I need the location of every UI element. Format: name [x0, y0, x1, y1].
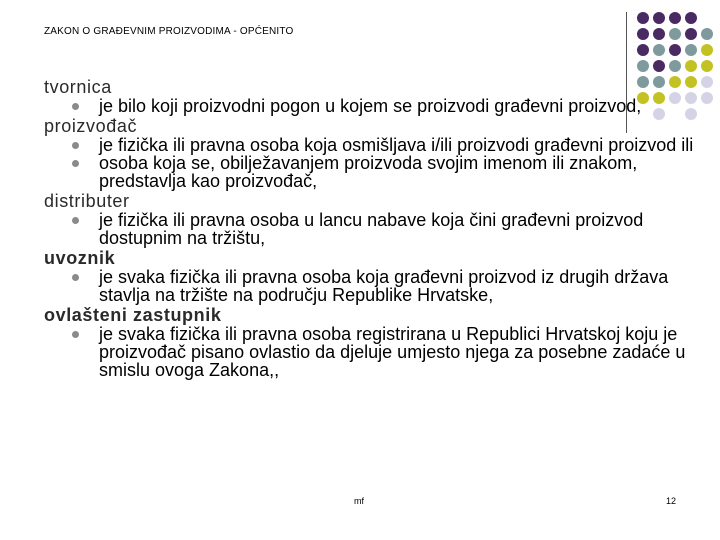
definition-text: je svaka fizička ili pravna osoba koja građevni proizvod iz drugih država stavlja na tržište na području Republike Hrvatske,	[99, 267, 669, 305]
bullet-dot-icon	[72, 142, 79, 149]
dot	[685, 44, 697, 56]
term-uvoznik: uvoznik	[44, 248, 116, 268]
definitions-list	[44, 78, 694, 379]
term-distributer: distributer	[44, 191, 130, 211]
definition-text: je bilo koji proizvodni pogon u kojem se proizvodi građevni proizvod,	[99, 96, 642, 116]
dot	[653, 44, 665, 56]
definition-text: je svaka fizička ili pravna osoba registrirana u Republici Hrvatskoj koju je proizvođač pisano ovlastio da djeluje umjesto njega za posebne zadaće u smislu ovoga Zakona,,	[99, 324, 686, 380]
dot	[685, 12, 697, 24]
definition-bullet	[44, 211, 694, 247]
definition-bullet	[44, 97, 694, 115]
dot	[701, 44, 713, 56]
definition-text: je fizička ili pravna osoba u lancu nabave koja čini građevni proizvod dostupnim na tržištu,	[99, 210, 644, 248]
definition-text: je fizička ili pravna osoba koja osmišljava i/ili proizvodi građevni proizvod ili	[99, 135, 694, 155]
slide-header: ZAKON O GRAĐEVNIM PROIZVODIMA - OPĆENITO	[44, 26, 294, 37]
definition-bullet	[44, 136, 694, 154]
dot	[669, 28, 681, 40]
dot	[637, 28, 649, 40]
dot	[637, 44, 649, 56]
term-proizvodac: proizvođač	[44, 116, 138, 136]
dot	[685, 28, 697, 40]
dot	[669, 12, 681, 24]
dot	[685, 60, 697, 72]
dot	[701, 60, 713, 72]
definition-bullet	[44, 154, 694, 190]
dot	[669, 60, 681, 72]
footer-author: mf	[354, 496, 364, 506]
dot	[701, 28, 713, 40]
dot	[653, 28, 665, 40]
bullet-dot-icon	[72, 217, 79, 224]
bullet-dot-icon	[72, 160, 79, 167]
bullet-dot-icon	[72, 274, 79, 281]
dot	[669, 44, 681, 56]
dot	[701, 76, 713, 88]
dot	[637, 12, 649, 24]
definition-bullet	[44, 325, 694, 379]
term-tvornica: tvornica	[44, 77, 112, 97]
dot	[653, 12, 665, 24]
page-number: 12	[666, 496, 677, 506]
dot	[653, 60, 665, 72]
definition-text: osoba koja se, obilježavanjem proizvoda svojim imenom ili znakom, predstavlja kao proizvođač,	[99, 153, 638, 191]
definition-bullet	[44, 268, 694, 304]
bullet-dot-icon	[72, 103, 79, 110]
bullet-dot-icon	[72, 331, 79, 338]
dot	[637, 60, 649, 72]
term-ovlasteni-zastupnik: ovlašteni zastupnik	[44, 305, 222, 325]
dot	[701, 92, 713, 104]
